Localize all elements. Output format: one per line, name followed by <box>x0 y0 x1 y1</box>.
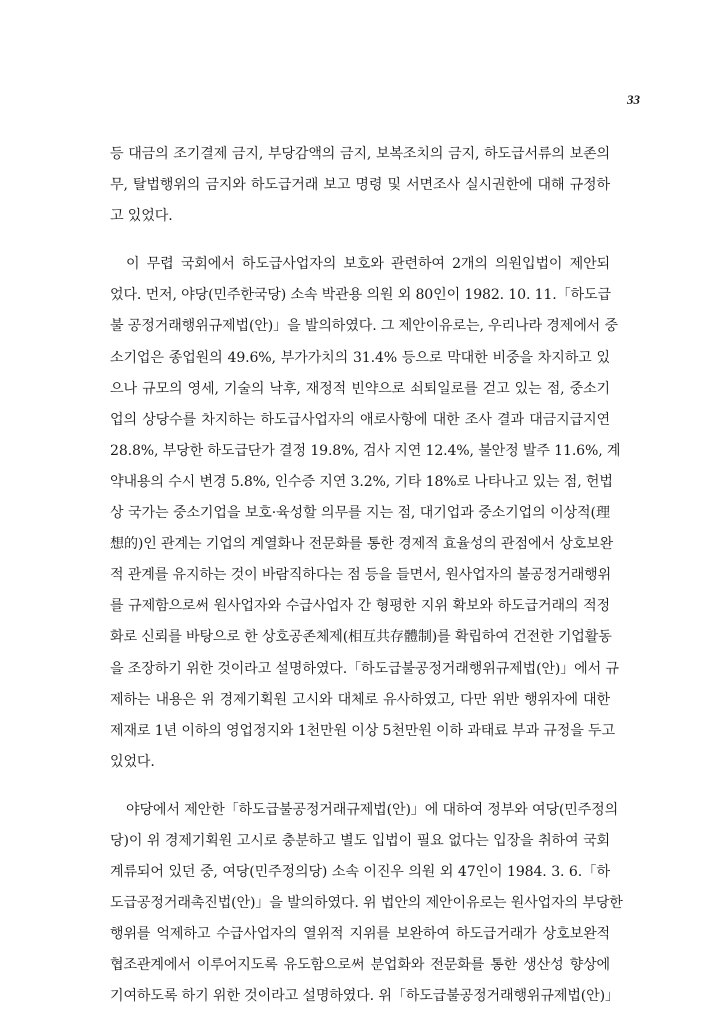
paragraph-1 <box>110 139 610 232</box>
paragraph-2 <box>110 249 621 778</box>
text-line: 으나 규모의 영세, 기술의 낙후, 재정적 빈약으로 쇠퇴일로를 걷고 있는 점, 중소기 <box>110 380 610 397</box>
text-line: 적 관계를 유지하는 것이 바람직하다는 점 등을 들면서, 원사업자의 불공정거래행위 <box>110 567 612 584</box>
text-line: 고 있었다. <box>110 208 173 225</box>
page-number: 33 <box>627 92 640 107</box>
document-body <box>110 139 623 1030</box>
text-line: 있었다. <box>110 753 155 770</box>
text-line: 이 무렵 국회에서 하도급사업자의 보호와 관련하여 2개의 의원입법이 제안되 <box>126 256 610 273</box>
text-line: 28.8%, 부당한 하도급단가 결정 19.8%, 검사 지연 12.4%, 불안정 발주 11.6%, 계 <box>110 442 621 459</box>
text-line: 를 규제함으로써 원사업자와 수급사업자 간 형평한 지위 확보와 하도급거래의 적정 <box>110 598 610 615</box>
text-line: 상 국가는 중소기업을 보호·육성할 의무를 지는 점, 대기업과 중소기업의 이상적(理 <box>110 505 610 522</box>
text-line: 당)이 위 경제기획원 고시로 충분하고 별도 입법이 필요 없다는 입장을 취하여 국회 <box>110 832 610 849</box>
text-line: 무, 탈법행위의 금지와 하도급거래 보고 명령 및 서면조사 실시권한에 대해 규정하 <box>110 177 610 194</box>
text-line: 행위를 억제하고 수급사업자의 열위적 지위를 보완하여 하도급거래가 상호보완적 <box>110 926 610 943</box>
paragraph-3 <box>110 795 623 1013</box>
text-line: 想的)인 관계는 기업의 계열화나 전문화를 통한 경제적 효율성의 관점에서 상호보완 <box>110 536 614 553</box>
text-line: 었다. 먼저, 야당(민주한국당) 소속 박관용 의원 외 80인이 1982. 10. 11.「하도급 <box>110 287 611 304</box>
text-line: 등 대금의 조기결제 금지, 부당감액의 금지, 보복조치의 금지, 하도급서류의 보존의 <box>110 146 610 162</box>
text-line: 도급공정거래촉진법(안)」을 발의하였다. 위 법안의 제안이유로는 원사업자의 부당한 <box>110 895 623 912</box>
text-line: 불 공정거래행위규제법(안)」을 발의하였다. 그 제안이유로는, 우리나라 경제에서 중 <box>110 318 618 335</box>
text-line: 소기업은 종업원의 49.6%, 부가가치의 31.4% 등으로 막대한 비중을 차지하고 있 <box>110 349 610 366</box>
text-line: 업의 상당수를 차지하는 하도급사업자의 애로사항에 대한 조사 결과 대금지급지연 <box>110 411 610 428</box>
text-line: 기여하도록 하기 위한 것이라고 설명하였다. 위「하도급불공정거래행위규제법(안)」 <box>110 988 619 1005</box>
text-line: 약내용의 수시 변경 5.8%, 인수증 지연 3.2%, 기타 18%로 나타나고 있는 점, 헌법 <box>110 473 613 490</box>
text-line: 화로 신뢰를 바탕으로 한 상호공존체제(相互共存體制)를 확립하여 건전한 기업활동 <box>110 629 612 646</box>
text-line: 제재로 1년 이하의 영업정지와 1천만원 이상 5천만원 이하 과태료 부과 규정을 두고 <box>110 722 615 739</box>
text-line: 을 조장하기 위한 것이라고 설명하였다.「하도급불공정거래행위규제법(안)」에서 규 <box>110 660 619 677</box>
text-line: 야당에서 제안한「하도급불공정거래규제법(안)」에 대하여 정부와 여당(민주정의 <box>126 801 619 818</box>
text-line: 계류되어 있던 중, 여당(민주정의당) 소속 이진우 의원 외 47인이 1984. 3. 6.「하 <box>110 864 610 881</box>
text-line: 협조관계에서 이루어지도록 유도함으로써 분업화와 전문화를 통한 생산성 향상에 <box>110 957 610 974</box>
text-line: 제하는 내용은 위 경제기획원 고시와 대체로 유사하였고, 다만 위반 행위자에 대한 <box>110 691 610 708</box>
